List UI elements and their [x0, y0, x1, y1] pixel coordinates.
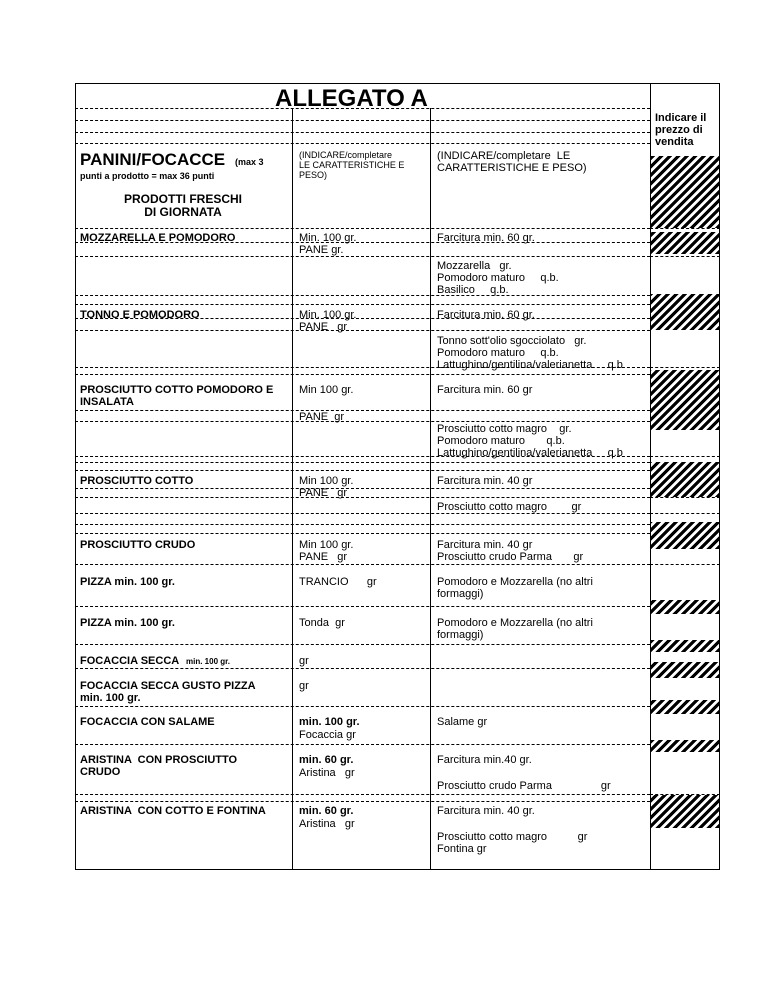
product-weight-bread: PANE gr — [299, 411, 345, 423]
price-cell-hatch — [651, 294, 719, 330]
table-row-divider — [75, 497, 650, 498]
product-filling: Farcitura min.40 gr. — [437, 754, 532, 766]
product-weight: gr — [299, 680, 309, 692]
product-name: FOCACCIA CON SALAME — [80, 716, 215, 728]
price-cell-hatch — [651, 640, 719, 652]
table-row-divider — [75, 794, 650, 795]
col3-header: (INDICARE/completare LE CARATTERISTICHE E PESO) — [437, 150, 587, 174]
table-row-divider — [75, 801, 650, 802]
product-name: FOCACCIA SECCA GUSTO PIZZA min. 100 gr. — [80, 680, 256, 704]
product-filling: Pomodoro e Mozzarella (no altri formaggi) — [437, 617, 593, 641]
table-row-divider — [75, 470, 650, 471]
table-row-divider — [75, 456, 650, 457]
product-weight-min: min. 60 gr. — [299, 754, 354, 766]
product-filling: Pomodoro e Mozzarella (no altri formaggi) — [437, 576, 593, 600]
product-weight: Focaccia gr — [299, 729, 356, 741]
table-row-divider — [75, 367, 650, 368]
product-ingredients: Prosciutto crudo Parma gr — [437, 780, 611, 792]
product-name: FOCACCIA SECCA — [80, 655, 180, 667]
table-row-divider — [75, 421, 650, 422]
price-cell-hatch — [651, 156, 719, 228]
product-name: ARISTINA CON COTTO E FONTINA — [80, 805, 266, 817]
product-weight: Min. 100 gr. PANE gr. — [299, 232, 357, 256]
table-row-divider — [75, 644, 650, 645]
table-row-divider — [75, 108, 650, 109]
table-row-divider — [75, 513, 650, 514]
table-row-divider — [75, 564, 650, 565]
table-row-divider — [75, 256, 650, 257]
product-filling: Salame gr — [437, 716, 488, 728]
product-weight: gr — [299, 655, 309, 667]
price-cell-hatch — [651, 700, 719, 714]
fresh-products-label: PRODOTTI FRESCHI DI GIORNATA — [124, 192, 243, 219]
price-cell-hatch — [651, 370, 719, 430]
table-row-divider — [75, 330, 650, 331]
price-cell-hatch — [651, 795, 719, 828]
table-row-divider — [75, 533, 650, 534]
price-row-divider — [650, 497, 720, 498]
product-weight: Min. 100 gr. PANE gr — [299, 309, 357, 333]
table-row-divider — [75, 318, 650, 319]
section-title-note: (max 3 — [235, 157, 264, 167]
price-row-divider — [650, 228, 720, 229]
product-filling: Farcitura min. 60 gr. — [437, 232, 535, 244]
table-row-divider — [75, 120, 650, 121]
product-name: PROSCIUTTO CRUDO — [80, 539, 196, 551]
product-weight: Tonda gr — [299, 617, 345, 629]
table-row-divider — [75, 374, 650, 375]
table-row-divider — [75, 410, 650, 411]
section-subnote: punti a prodotto = max 36 punti — [80, 171, 215, 181]
product-name: PIZZA min. 100 gr. — [80, 617, 175, 629]
table-row-divider — [75, 668, 650, 669]
product-ingredients: Prosciutto cotto magro gr Fontina gr — [437, 831, 588, 855]
table-column-divider — [292, 108, 293, 870]
price-cell-hatch — [651, 740, 719, 752]
price-row-divider — [650, 564, 720, 565]
product-ingredients: Prosciutto cotto magro gr. Pomodoro maturo q.b. Lattughino/gentilina/valerianetta q.b — [437, 423, 623, 459]
table-row-divider — [75, 304, 650, 305]
product-weight-min: min. 100 gr. — [299, 716, 360, 728]
table-row-divider — [75, 462, 650, 463]
product-name: PROSCIUTTO COTTO — [80, 475, 194, 487]
price-cell-hatch — [651, 232, 719, 254]
table-row-divider — [75, 228, 650, 229]
price-row-divider — [650, 456, 720, 457]
product-filling: Farcitura min. 40 gr — [437, 475, 533, 487]
table-column-divider — [430, 108, 431, 870]
table-row-divider — [75, 132, 650, 133]
product-filling: Farcitura min. 60 gr. — [437, 309, 535, 321]
table-row-divider — [75, 295, 650, 296]
product-name: MOZZARELLA E POMODORO — [80, 232, 236, 244]
col2-header: (INDICARE/completare LE CARATTERISTICHE E PESO) — [299, 150, 405, 180]
product-weight: Aristina gr — [299, 767, 355, 779]
table-row-divider — [75, 606, 650, 607]
price-cell-hatch — [651, 462, 719, 497]
product-name: ARISTINA CON PROSCIUTTO CRUDO — [80, 754, 238, 778]
product-ingredients: Mozzarella gr. Pomodoro maturo q.b. Basilico q.b. — [437, 260, 559, 296]
product-name: TONNO E POMODORO — [80, 309, 200, 321]
product-filling: Farcitura min. 40 gr. — [437, 805, 535, 817]
table-row-divider — [75, 524, 650, 525]
table-row-divider — [75, 143, 650, 144]
price-row-divider — [650, 256, 720, 257]
product-weight: TRANCIO gr — [299, 576, 377, 588]
product-weight: Min 100 gr. PANE gr — [299, 475, 354, 499]
product-name: PROSCIUTTO COTTO POMODORO E INSALATA — [80, 384, 274, 408]
product-ingredients: Prosciutto cotto magro gr — [437, 501, 582, 513]
product-filling: Farcitura min. 40 gr Prosciutto crudo Parma gr — [437, 539, 584, 563]
product-name: PIZZA min. 100 gr. — [80, 576, 175, 588]
price-cell-hatch — [651, 522, 719, 549]
product-ingredients: Tonno sott'olio sgocciolato gr. Pomodoro maturo q.b. Lattughino/gentilina/valerianetta q.b — [437, 335, 623, 371]
product-weight-min: min. 60 gr. — [299, 805, 354, 817]
product-weight: Min 100 gr. — [299, 384, 354, 396]
table-row-divider — [75, 744, 650, 745]
price-column-header: Indicare il prezzo di vendita — [655, 112, 707, 148]
page-title: ALLEGATO A — [275, 85, 428, 112]
price-row-divider — [650, 513, 720, 514]
product-name-note: min. 100 gr. — [186, 657, 231, 666]
table-row-divider — [75, 242, 650, 243]
table-row-divider — [75, 488, 650, 489]
table-row-divider — [75, 706, 650, 707]
price-cell-hatch — [651, 600, 719, 614]
product-filling: Farcitura min. 60 gr — [437, 384, 533, 396]
price-row-divider — [650, 367, 720, 368]
product-weight: Aristina gr — [299, 818, 355, 830]
product-weight: Min 100 gr. PANE gr — [299, 539, 354, 563]
section-title: PANINI/FOCACCE — [80, 150, 226, 169]
price-cell-hatch — [651, 662, 719, 678]
